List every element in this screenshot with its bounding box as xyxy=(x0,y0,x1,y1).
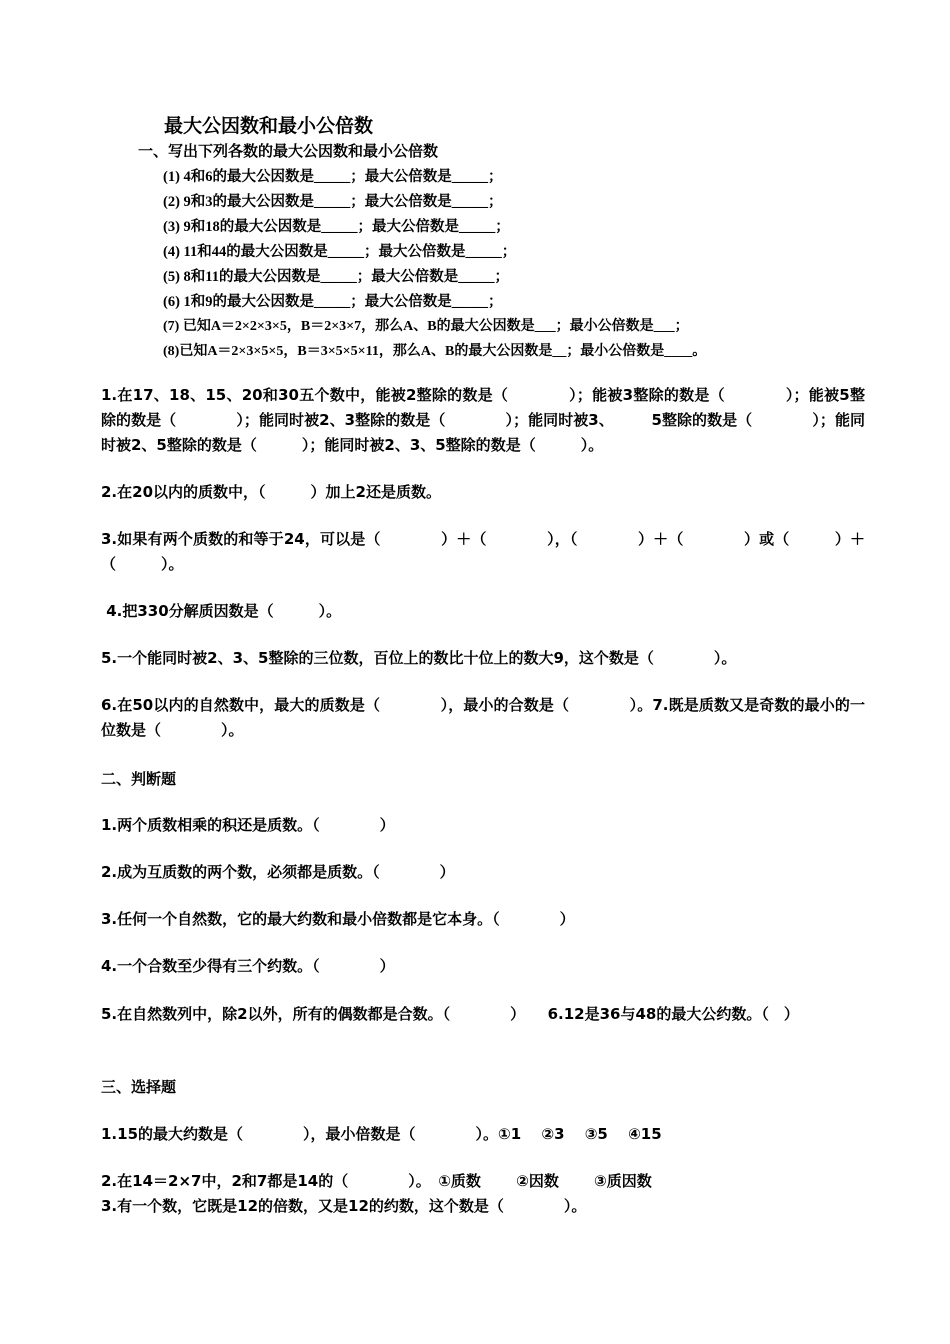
fill-question-3: 3.如果有两个质数的和等于24，可以是（ ）＋（ ），（ ）＋（ ）或（ ）＋（ ）。 xyxy=(101,530,865,573)
worksheet-title: 最大公因数和最小公倍数 xyxy=(164,116,374,137)
choice-item-1: 1.15的最大约数是（ ），最小倍数是（ ）。①1 ②3 ③5 ④15 xyxy=(101,1125,662,1143)
section1-item-2: (2) 9和3的最大公因数是_____；最大公倍数是_____； xyxy=(163,194,503,210)
fill-question-5: 5.一个能同时被2、3、5整除的三位数，百位上的数比十位上的数大9，这个数是（ ）。 xyxy=(101,649,737,667)
section1-item-6: (6) 1和9的最大公因数是_____；最大公倍数是_____； xyxy=(163,294,503,310)
fill-question-6-7: 6.在50以内的自然数中，最大的质数是（ ），最小的合数是（ ）。7.既是质数又是奇数的最小的一位数是（ ）。 xyxy=(101,696,865,739)
section1-item-5: (5) 8和11的最大公因数是_____；最大公倍数是_____； xyxy=(163,269,509,285)
section3-heading: 三、选择题 xyxy=(101,1078,177,1096)
judge-item-1: 1.两个质数相乘的积还是质数。（ ） xyxy=(101,816,395,834)
section1-item-1: (1) 4和6的最大公因数是_____；最大公倍数是_____； xyxy=(163,169,503,185)
judge-item-5-6: 5.在自然数列中，除2以外，所有的偶数都是合数。（ ） 6.12是36与48的最大公约数。（ ） xyxy=(101,1005,799,1023)
fill-question-1: 1.在17、18、15、20和30五个数中，能被2整除的数是（ ）；能被3整除的数是（ ）；能被5整除的数是（ ）；能同时被2、3整除的数是（ ）；能同时被3、 5整除的数是（ ）；能同时被2、5整除的数是（ ）；能同时被2、3、5整除的数是（ ）。 xyxy=(101,386,865,454)
choice-item-3: 3.有一个数，它既是12的倍数，又是12的约数，这个数是（ ）。 xyxy=(101,1197,587,1215)
section1-heading: 一、写出下列各数的最大公因数和最小公倍数 xyxy=(138,144,439,160)
section1-item-4: (4) 11和44的最大公因数是_____；最大公倍数是_____； xyxy=(163,244,517,260)
judge-item-2: 2.成为互质数的两个数，必须都是质数。（ ） xyxy=(101,863,455,881)
section1-item-7: (7) 已知A＝2×2×3×5，B＝2×3×7，那么A、B的最大公因数是___；最小公倍数是___； xyxy=(163,319,689,334)
section1-item-8: (8)已知A＝2×3×5×5，B＝3×5×5×11，那么A、B的最大公因数是__；最小公倍数是____。 xyxy=(163,344,707,359)
section2-heading: 二、判断题 xyxy=(101,770,177,788)
choice-item-2: 2.在14＝2×7中，2和7都是14的（ ）。 ①质数 ②因数 ③质因数 xyxy=(101,1172,652,1190)
fill-question-4: 4.把330分解质因数是（ ）。 xyxy=(101,602,342,620)
judge-item-4: 4.一个合数至少得有三个约数。（ ） xyxy=(101,957,395,975)
fill-question-2: 2.在20以内的质数中，（ ）加上2还是质数。 xyxy=(101,483,441,501)
section1-item-3: (3) 9和18的最大公因数是_____；最大公倍数是_____； xyxy=(163,219,510,235)
judge-item-3: 3.任何一个自然数，它的最大约数和最小倍数都是它本身。（ ） xyxy=(101,910,575,928)
